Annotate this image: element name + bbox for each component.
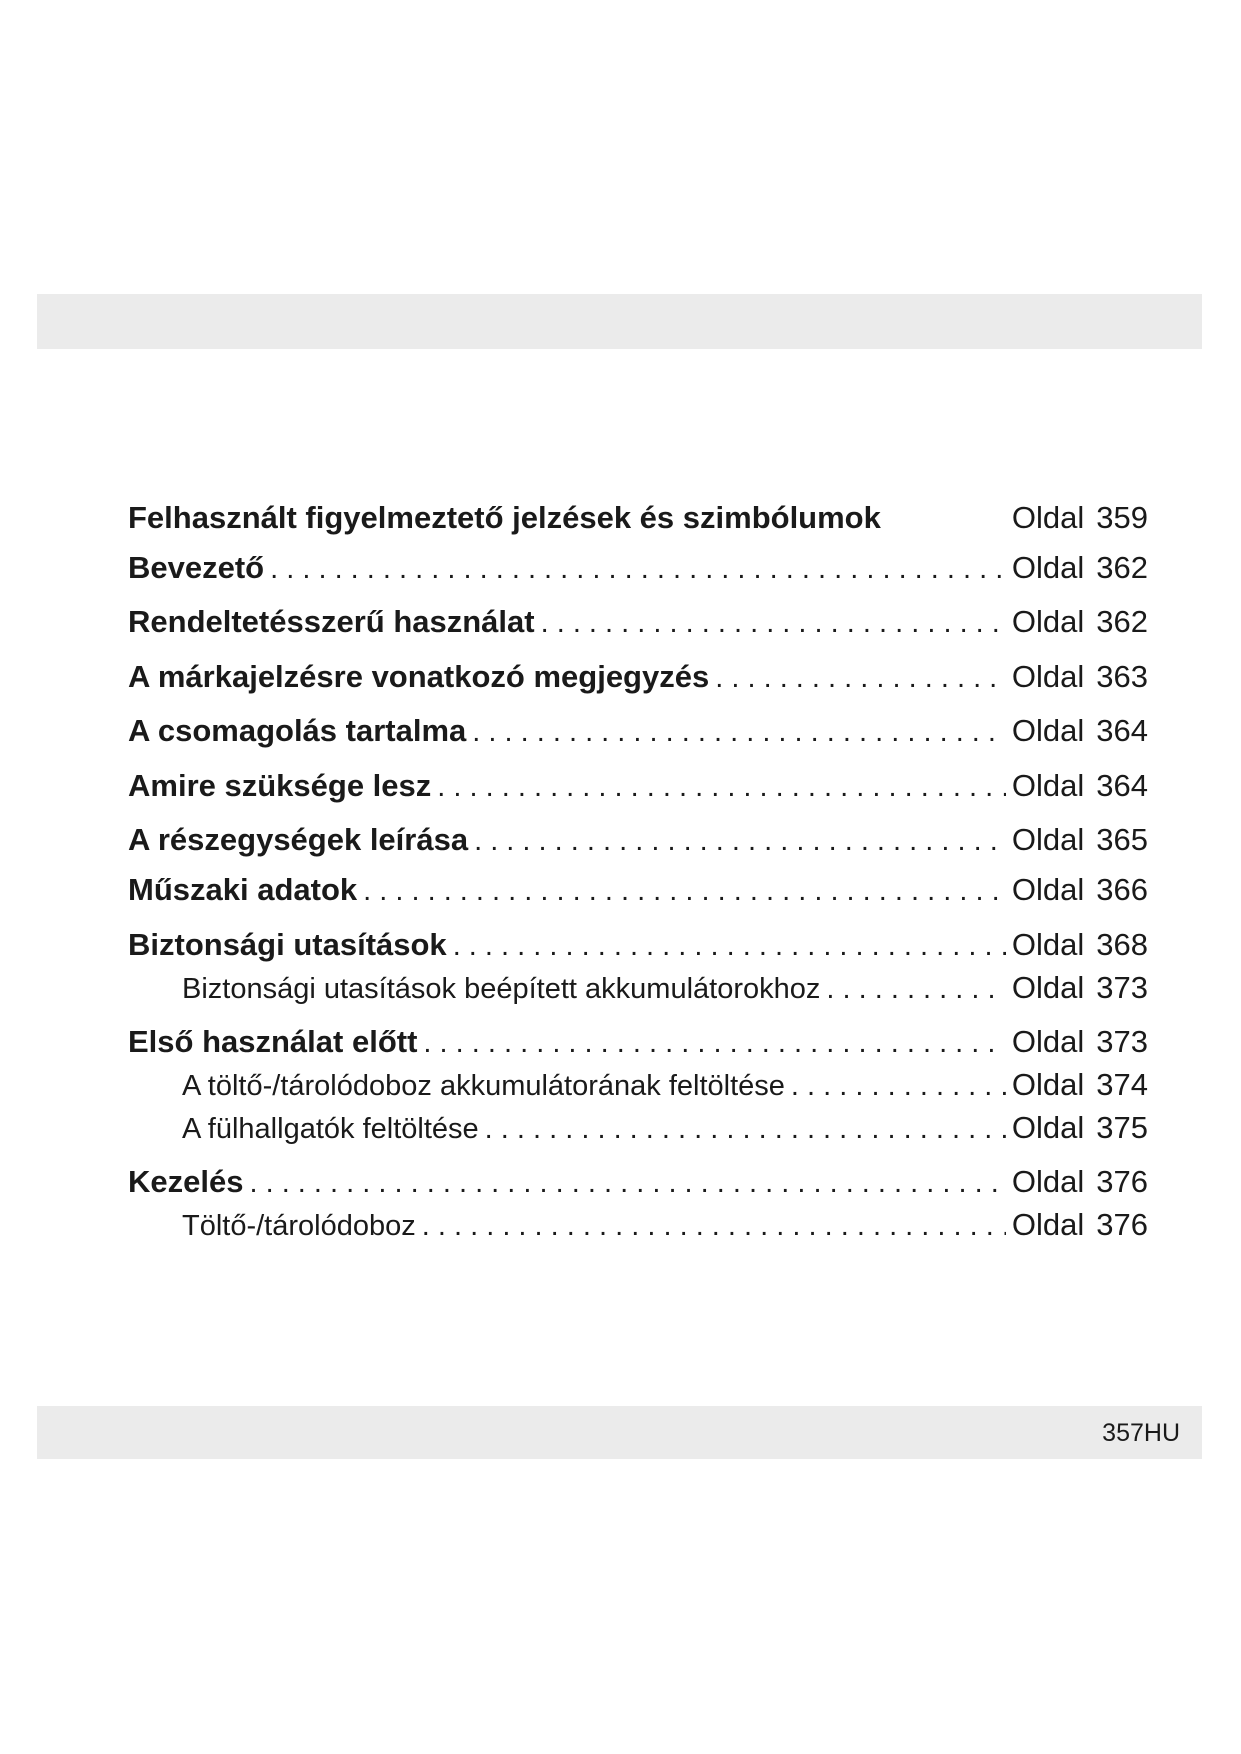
- toc-entry-title: Biztonsági utasítások: [128, 927, 447, 962]
- toc-entry-title: Műszaki adatok: [128, 872, 358, 907]
- page-word: Oldal: [1011, 970, 1085, 1005]
- toc-page-number: 366: [1096, 872, 1148, 907]
- page-word: Oldal: [1011, 1067, 1085, 1102]
- toc-page-number: 373: [1096, 1024, 1148, 1059]
- page-word: Oldal: [1011, 872, 1085, 907]
- toc-page-ref: [1012, 1024, 1148, 1060]
- toc-page-number: 375: [1096, 1110, 1148, 1145]
- page-word: Oldal: [1011, 1164, 1085, 1199]
- toc-page-ref: [1012, 1067, 1148, 1103]
- toc-entry[interactable]: [128, 659, 1148, 699]
- toc-subentry[interactable]: [128, 1110, 1148, 1150]
- toc-entry-title: Amire szüksége lesz: [128, 768, 432, 803]
- toc-page-ref: [1012, 970, 1148, 1006]
- page-word: Oldal: [1011, 550, 1085, 585]
- toc-page-number: 359: [1096, 500, 1148, 535]
- toc-subentry[interactable]: [128, 970, 1148, 1010]
- page-word: Oldal: [1011, 713, 1085, 748]
- toc-entry[interactable]: [128, 713, 1148, 753]
- toc-page-number: 362: [1096, 604, 1148, 639]
- toc-entry-title: A fülhallgatók feltöltése: [182, 1113, 479, 1145]
- toc-page-ref: [1012, 927, 1148, 963]
- toc-page-ref: [1012, 1110, 1148, 1146]
- toc-page-ref: [1012, 604, 1148, 640]
- toc-leader: [423, 1027, 1005, 1060]
- toc-page-number: 363: [1096, 659, 1148, 694]
- toc-page-number: 374: [1096, 1067, 1148, 1102]
- toc-entry[interactable]: [128, 550, 1148, 590]
- toc-leader: [474, 825, 1006, 858]
- toc-page-ref: [1012, 500, 1148, 536]
- toc-leader: [485, 1113, 1006, 1146]
- toc-entry[interactable]: [128, 927, 1148, 967]
- page-word: Oldal: [1011, 604, 1085, 639]
- toc-page-number: 373: [1096, 970, 1148, 1005]
- toc-page-ref: [1012, 1207, 1148, 1243]
- page-word: Oldal: [1011, 659, 1085, 694]
- toc-page-ref: [1012, 659, 1148, 695]
- toc-subentry[interactable]: [128, 1207, 1148, 1247]
- toc-page-ref: [1012, 822, 1148, 858]
- toc-leader: [249, 1167, 1005, 1200]
- toc-entry-title: Bevezető: [128, 550, 265, 585]
- footer-band: [37, 1406, 1202, 1459]
- toc-entry-title: Rendeltetésszerű használat: [128, 604, 535, 639]
- toc-page-number: 362: [1096, 550, 1148, 585]
- toc-page-number: 368: [1096, 927, 1148, 962]
- toc-entry-title: A márkajelzésre vonatkozó megjegyzés: [128, 659, 710, 694]
- toc-page-number: 364: [1096, 713, 1148, 748]
- toc-entry[interactable]: [128, 768, 1148, 808]
- header-band: [37, 294, 1202, 349]
- toc-entry[interactable]: [128, 1024, 1148, 1064]
- page-word: Oldal: [1011, 768, 1085, 803]
- toc-leader: [715, 662, 1006, 695]
- toc-entry-title: A töltő-/tárolódoboz akkumulátorának feltöltése: [182, 1070, 785, 1102]
- toc-entry[interactable]: [128, 822, 1148, 862]
- page-word: Oldal: [1011, 1110, 1085, 1145]
- toc-page-ref: [1012, 872, 1148, 908]
- toc-page-ref: [1012, 550, 1148, 586]
- page-word: Oldal: [1011, 927, 1085, 962]
- toc-page-number: 364: [1096, 768, 1148, 803]
- toc-entry-title: Biztonsági utasítások beépített akkumulátorokhoz: [182, 973, 821, 1005]
- page-word: Oldal: [1011, 500, 1085, 535]
- toc-leader: [363, 875, 1006, 908]
- toc-page-number: 376: [1096, 1207, 1148, 1242]
- toc-entry-title: Felhasznált figyelmeztető jelzések és szimbólumok: [128, 500, 881, 535]
- page-word: Oldal: [1011, 1207, 1085, 1242]
- toc-subentry[interactable]: [128, 1067, 1148, 1107]
- toc-leader: [826, 973, 1006, 1006]
- page-number: 357HU: [1102, 1419, 1180, 1447]
- toc-page-number: 376: [1096, 1164, 1148, 1199]
- toc-entry[interactable]: [128, 872, 1148, 912]
- page-word: Oldal: [1011, 822, 1085, 857]
- toc-page-ref: [1012, 768, 1148, 804]
- page-word: Oldal: [1011, 1024, 1085, 1059]
- toc-entry-title: Töltő-/tárolódoboz: [182, 1210, 416, 1242]
- toc-leader: [422, 1210, 1006, 1243]
- toc-leader: [453, 930, 1006, 963]
- toc-entry[interactable]: [128, 1164, 1148, 1204]
- toc-page-ref: [1012, 1164, 1148, 1200]
- toc-leader: [791, 1070, 1006, 1103]
- toc-entry[interactable]: [128, 500, 1148, 540]
- toc-entry-title: Kezelés: [128, 1164, 244, 1199]
- toc-leader: [437, 771, 1006, 804]
- toc-page-number: 365: [1096, 822, 1148, 857]
- toc-entry-title: Első használat előtt: [128, 1024, 418, 1059]
- toc-leader: [270, 553, 1006, 586]
- toc-entry-title: A részegységek leírása: [128, 822, 469, 857]
- toc-leader: [472, 716, 1006, 749]
- toc-entry-title: A csomagolás tartalma: [128, 713, 467, 748]
- toc-page-ref: [1012, 713, 1148, 749]
- toc-leader: [541, 607, 1006, 640]
- toc-entry[interactable]: [128, 604, 1148, 644]
